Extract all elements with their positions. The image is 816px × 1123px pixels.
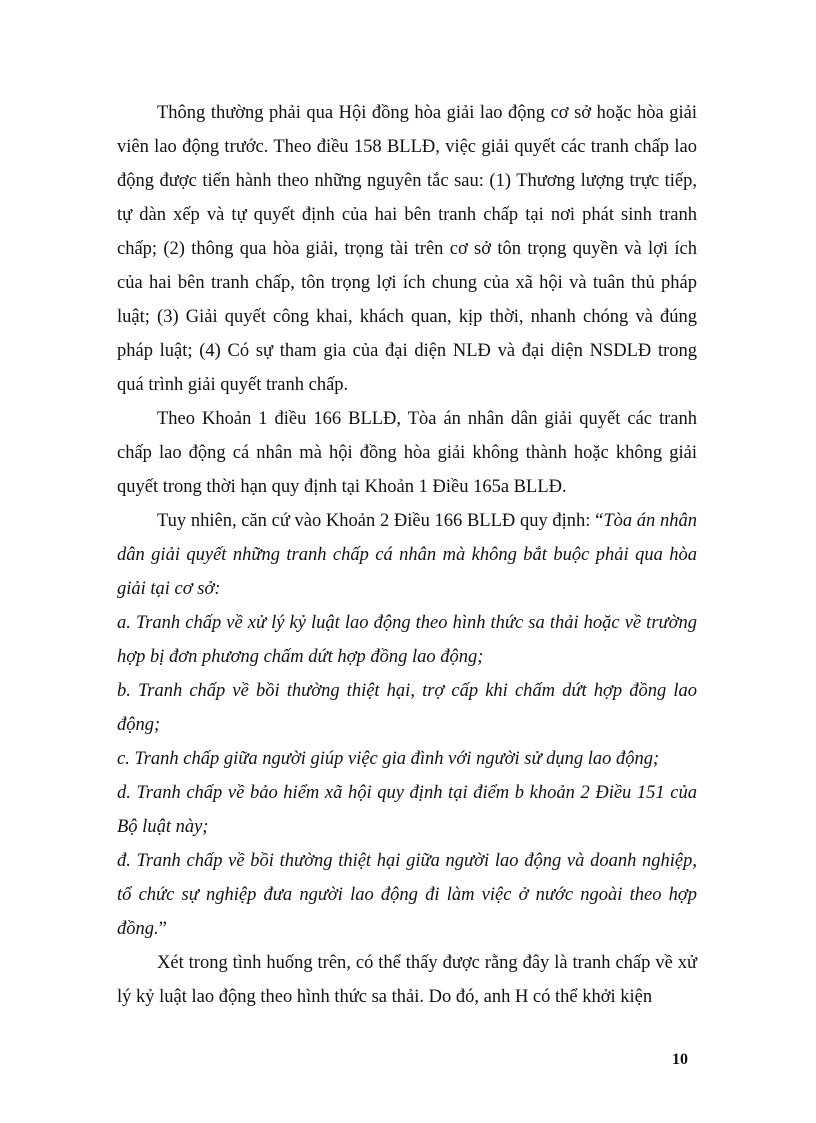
quote-lead-text: Tòa án nhân dân giải quyết những tranh chấp cá nhân mà không bắt buộc phải qua hòa giải tại cơ sở: [117, 511, 697, 599]
paragraph-conclusion: Xét trong tình huống trên, có thể thấy được rằng đây là tranh chấp về xử lý kỷ luật lao động theo hình thức sa thải. Do đó, anh H có thể khởi kiện [117, 953, 697, 1007]
page-number: 10 [672, 1051, 688, 1068]
quote-item-dd-text: đ. Tranh chấp về bồi thường thiệt hại giữa người lao động và doanh nghiệp, tổ chức sự nghiệp đưa người lao động đi làm việc ở nước ngoài theo hợp đồng. [117, 851, 697, 939]
quote-close-mark: ” [158, 919, 167, 939]
quote-item-dd [117, 844, 697, 946]
quote-item-d: d. Tranh chấp về bảo hiểm xã hội quy định tại điểm b khoản 2 Điều 151 của Bộ luật này; [117, 783, 697, 837]
quote-intro-text: Tuy nhiên, căn cứ vào Khoản 2 Điều 166 BLLĐ quy định: “ [157, 511, 604, 531]
quote-item-a: a. Tranh chấp về xử lý kỷ luật lao động theo hình thức sa thải hoặc về trường hợp bị đơn phương chấm dứt hợp đồng lao động; [117, 613, 697, 667]
quote-item-c: c. Tranh chấp giữa người giúp việc gia đình với người sử dụng lao động; [117, 749, 660, 769]
quote-item-b: b. Tranh chấp về bồi thường thiệt hại, trợ cấp khi chấm dứt hợp đồng lao động; [117, 681, 697, 735]
paragraph-court-jurisdiction: Theo Khoản 1 điều 166 BLLĐ, Tòa án nhân dân giải quyết các tranh chấp lao động cá nhân mà hội đồng hòa giải không thành hoặc không giải quyết trong thời hạn quy định tại Khoản 1 Điều 165a BLLĐ. [117, 409, 697, 497]
paragraph-quote-intro [117, 504, 697, 606]
paragraph-dispute-principles: Thông thường phải qua Hội đồng hòa giải lao động cơ sở hoặc hòa giải viên lao động trước. Theo điều 158 BLLĐ, việc giải quyết các tranh chấp lao động được tiến hành theo những nguyên tắc sau: (1) Thương lượng trực tiếp, tự dàn xếp và tự quyết định của hai bên tranh chấp tại nơi phát sinh tranh chấp; (2) thông qua hòa giải, trọng tài trên cơ sở tôn trọng quyền và lợi ích của hai bên tranh chấp, tôn trọng lợi ích chung của xã hội và tuân thủ pháp luật; (3) Giải quyết công khai, khách quan, kịp thời, nhanh chóng và đúng pháp luật; (4) Có sự tham gia của đại diện NLĐ và đại diện NSDLĐ trong quá trình giải quyết tranh chấp. [117, 103, 697, 395]
document-body [117, 96, 697, 1014]
